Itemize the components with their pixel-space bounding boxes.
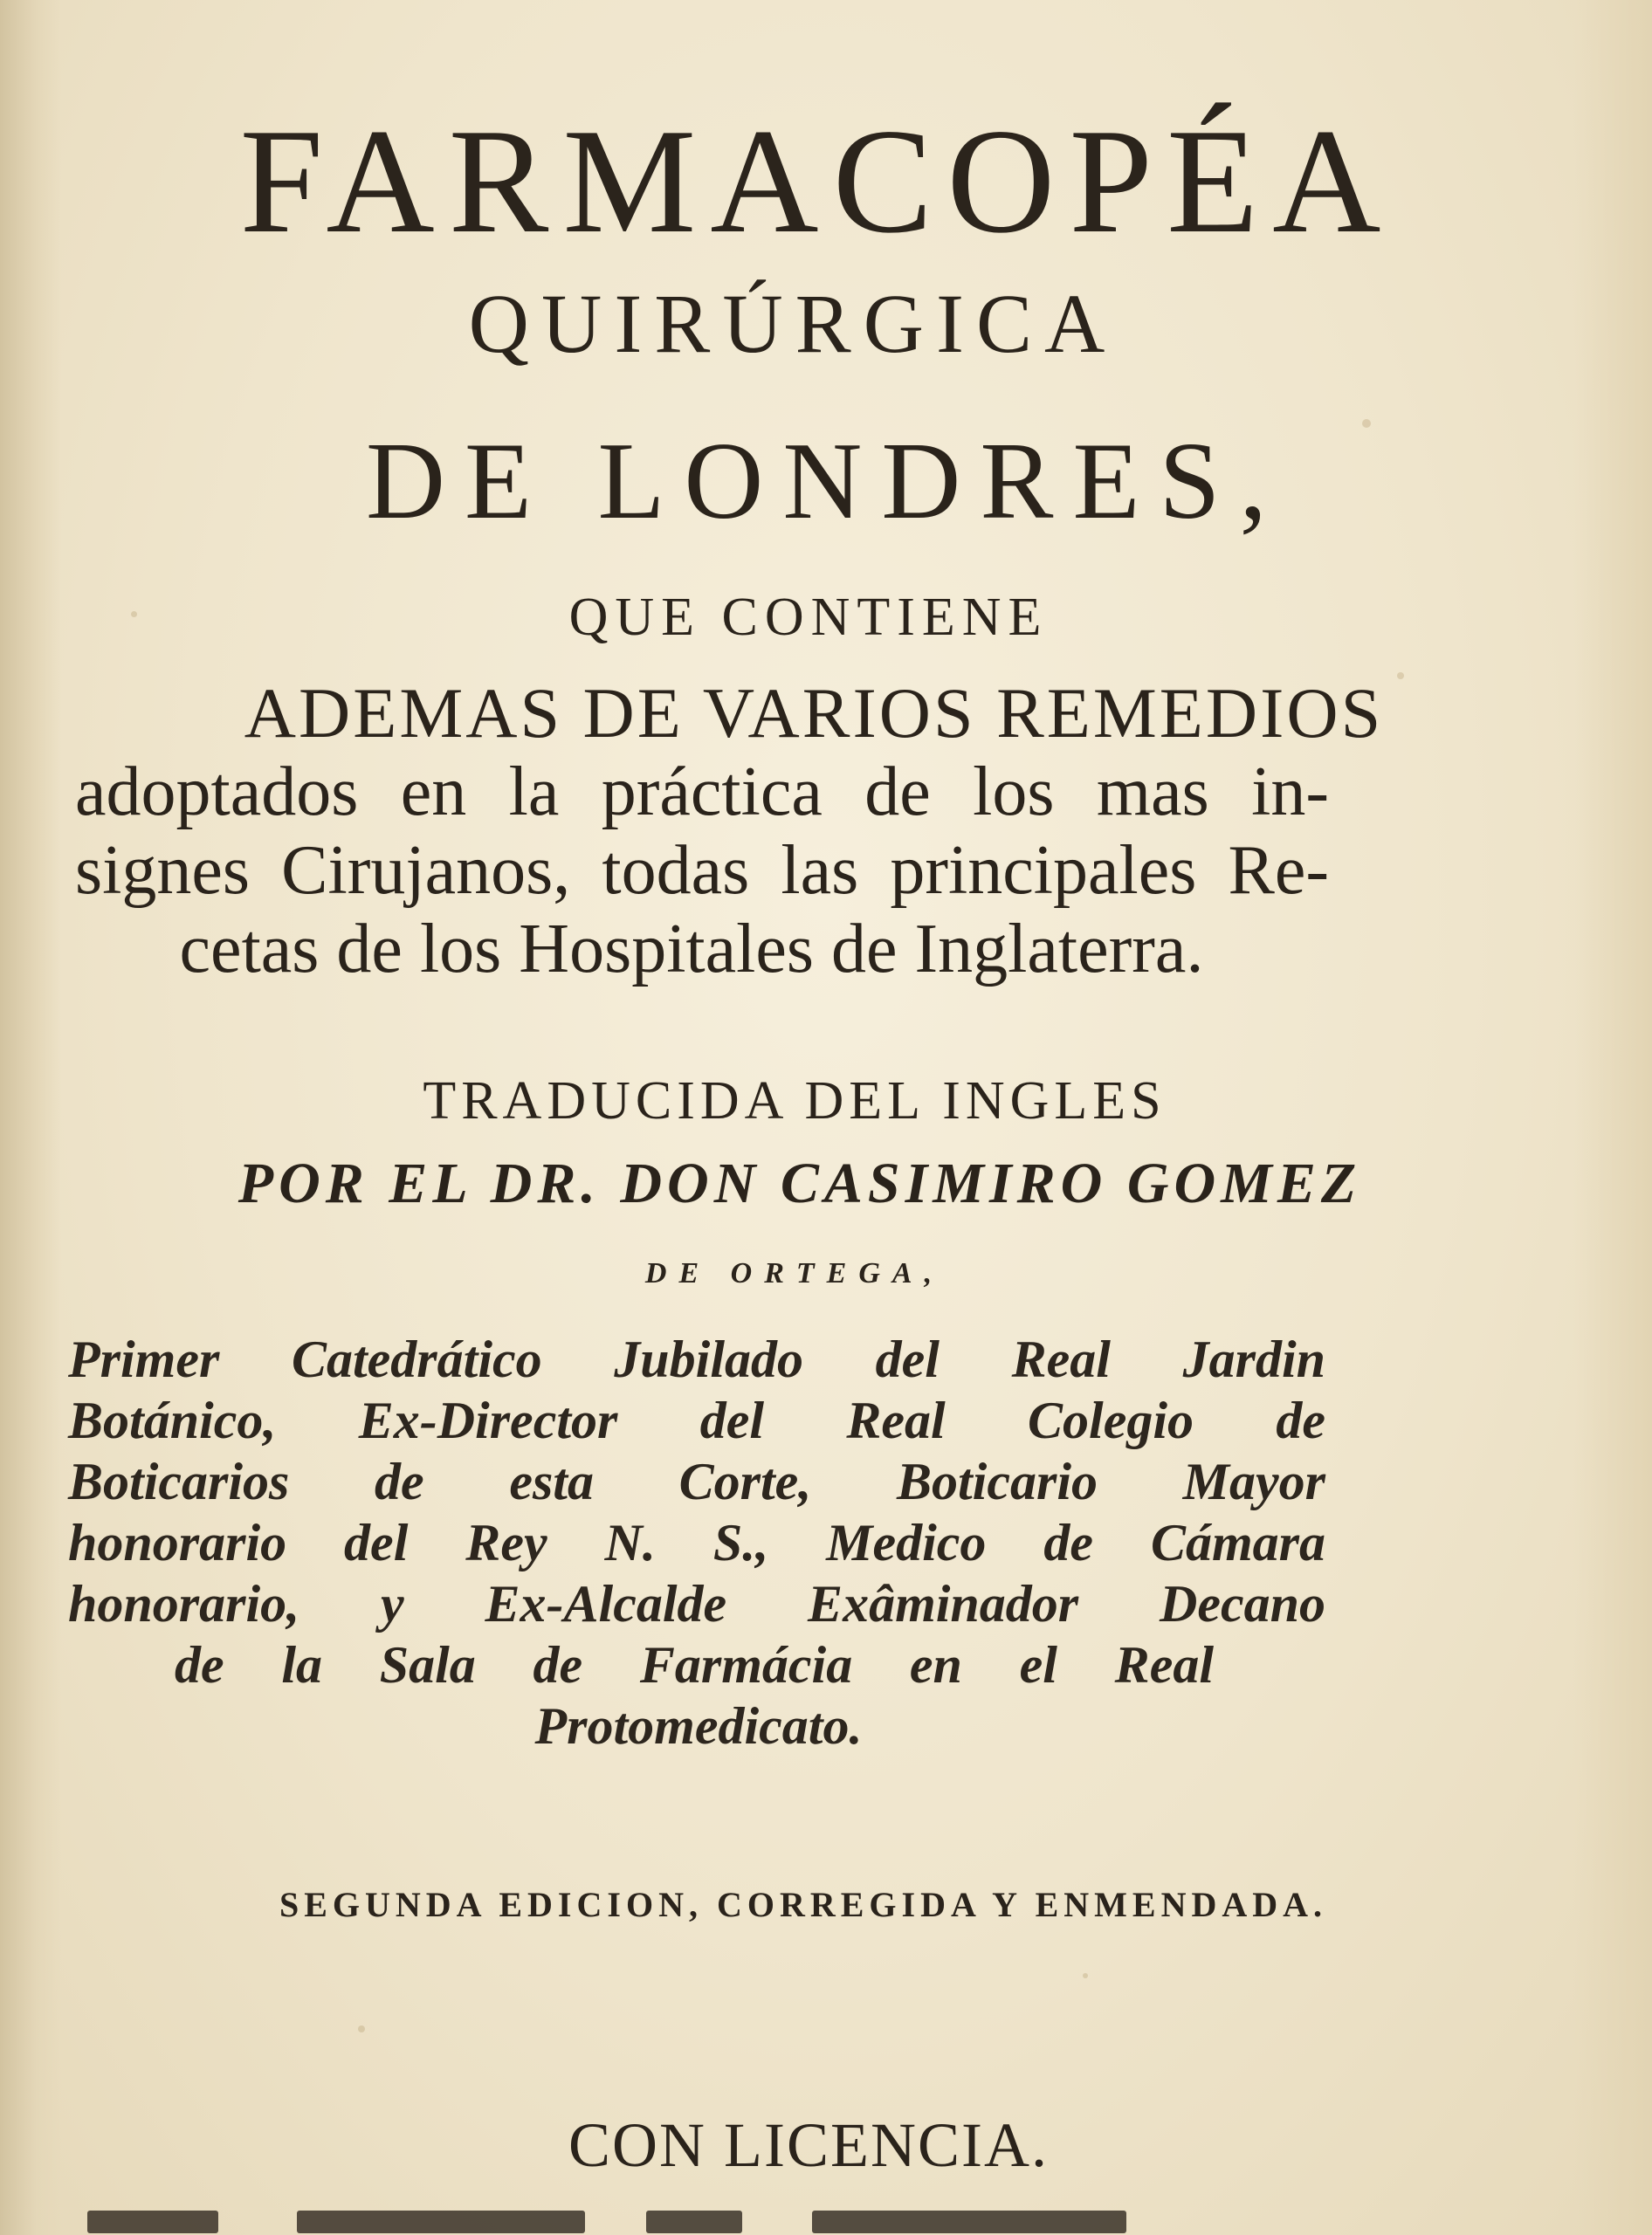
description-line: cetas de los Hospitales de Inglaterra. (179, 911, 1204, 987)
subtitle-ademas: ADEMAS DE VARIOS REMEDIOS (244, 673, 1384, 753)
subtitle-de-londres: DE LONDRES, (366, 421, 1286, 542)
credentials-line: Primer Catedrático Jubilado del Real Jardin (68, 1331, 1325, 1388)
cropped-imprint-line (87, 2211, 1292, 2235)
credentials-line: Botánico, Ex-Director del Real Colegio de (68, 1392, 1325, 1449)
book-title: FARMACOPÉA (239, 99, 1395, 265)
edition-note: SEGUNDA EDICION, CORREGIDA Y ENMENDADA. (279, 1885, 1327, 1924)
credentials-line: Boticarios de esta Corte, Boticario Mayor (68, 1453, 1325, 1510)
description-line: adoptados en la práctica de los mas in- (75, 753, 1329, 830)
translator-surname: DE ORTEGA, (644, 1257, 945, 1289)
foxing-spot (1083, 1973, 1088, 1978)
credentials-line: de la Sala de Farmácia en el Real (175, 1636, 1214, 1694)
foxing-spot (358, 2025, 365, 2032)
license-note: CON LICENCIA. (568, 2110, 1049, 2180)
credentials-line: Protomedicato. (534, 1697, 863, 1755)
credentials-line: honorario, y Ex-Alcalde Exâminador Decano (68, 1575, 1325, 1633)
subtitle-quirurgica: QUIRÚRGICA (468, 277, 1118, 370)
description-line: signes Cirujanos, todas las principales Re- (75, 832, 1329, 909)
translated-heading: TRADUCIDA DEL INGLES (423, 1071, 1167, 1131)
translator-name: POR EL DR. DON CASIMIRO GOMEZ (237, 1152, 1362, 1215)
subtitle-que-contiene: QUE CONTIENE (568, 588, 1049, 647)
credentials-line: honorario del Rey N. S., Medico de Cámara (68, 1514, 1325, 1571)
